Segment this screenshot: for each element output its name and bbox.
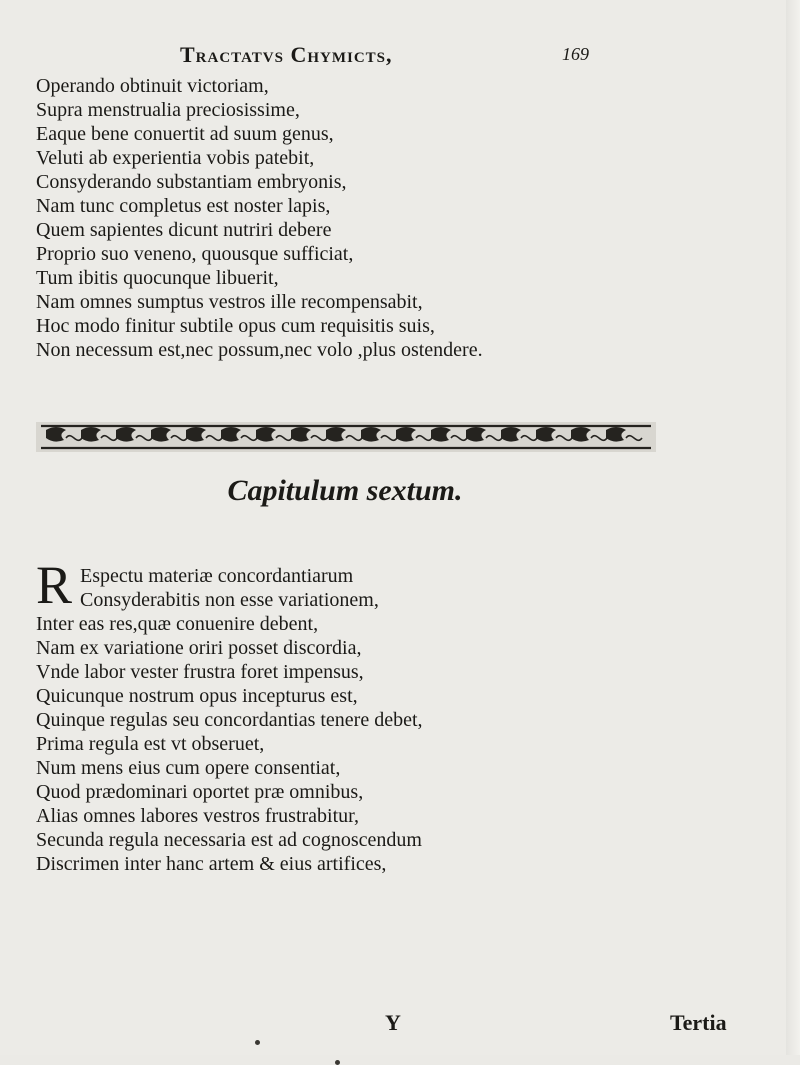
text-line: Secunda regula necessaria est ad cognoscendum (36, 829, 422, 851)
text-line: Prima regula est vt obseruet, (36, 733, 265, 755)
page-edge (786, 0, 800, 1055)
running-title: Tractatvs Chymicts, (180, 42, 393, 67)
text-line: Quinque regulas seu concordantias tenere debet, (36, 709, 423, 731)
text-line: Nam ex variatione oriri posset discordia, (36, 637, 362, 659)
text-line: Hoc modo finitur subtile opus cum requisitis suis, (36, 315, 435, 337)
ornamental-border (36, 418, 656, 456)
text-line: Proprio suo veneno, quousque sufficiat, (36, 243, 354, 265)
catchword: Tertia (670, 1010, 727, 1035)
text-line: Discrimen inter hanc artem & eius artifices, (36, 853, 387, 875)
text-line: Quicunque nostrum opus incepturus est, (36, 685, 358, 707)
text-line: Nam tunc completus est noster lapis, (36, 195, 331, 217)
signature-mark: Y (385, 1010, 401, 1035)
text-line: Consyderabitis non esse variationem, (80, 589, 379, 611)
text-line: Tum ibitis quocunque libuerit, (36, 267, 279, 289)
drop-capital: R (36, 555, 73, 615)
chapter-title: Capitulum sextum. (227, 474, 463, 507)
text-line: Inter eas res,quæ conuenire debent, (36, 613, 319, 635)
text-line: Operando obtinuit victoriam, (36, 75, 269, 97)
text-line: Veluti ab experientia vobis patebit, (36, 147, 315, 169)
verse-block-2 (36, 564, 423, 876)
ink-fleck (255, 1040, 260, 1045)
text-line: Nam omnes sumptus vestros ille recompensabit, (36, 291, 423, 313)
text-line: Non necessum est,nec possum,nec volo ,plus ostendere. (36, 339, 483, 361)
text-line: Vnde labor vester frustra foret impensus, (36, 661, 364, 683)
page-number: 169 (562, 44, 589, 64)
text-line: Espectu materiæ concordantiarum (80, 565, 354, 587)
verse-block-1 (36, 74, 483, 362)
text-line: Quod prædominari oportet præ omnibus, (36, 781, 364, 803)
chapter-heading (0, 474, 800, 508)
text-line: Eaque bene conuertit ad suum genus, (36, 123, 334, 145)
text-line: Supra menstrualia preciosissime, (36, 99, 300, 121)
ink-fleck (335, 1060, 340, 1065)
text-line: Num mens eius cum opere consentiat, (36, 757, 341, 779)
text-line: Consyderando substantiam embryonis, (36, 171, 347, 193)
text-line: Quem sapientes dicunt nutriri debere (36, 219, 332, 241)
page-header (180, 42, 640, 72)
text-line: Alias omnes labores vestros frustrabitur, (36, 805, 360, 827)
